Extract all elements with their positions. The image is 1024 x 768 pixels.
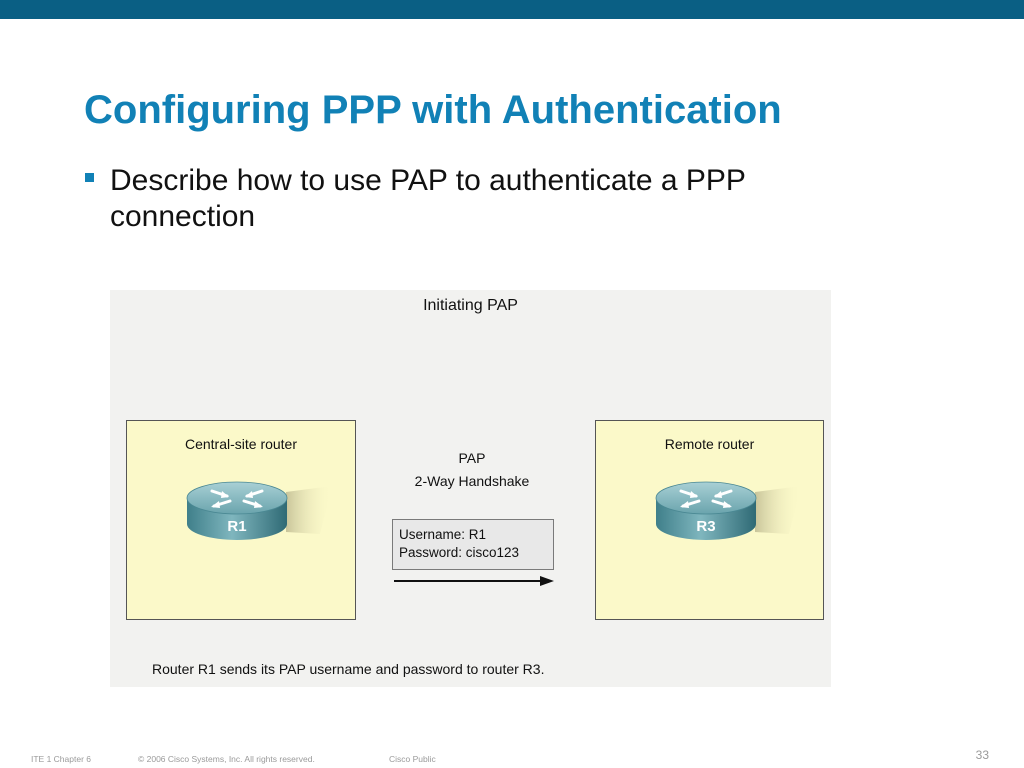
square-bullet-icon <box>85 173 94 182</box>
footer-classification: Cisco Public <box>389 754 436 764</box>
central-site-router-label: Central-site router <box>184 436 298 452</box>
password-text: Password: cisco123 <box>399 545 520 560</box>
central-site-router-box <box>126 420 356 620</box>
right-arrow-icon <box>392 574 556 588</box>
header-bar <box>0 0 1024 19</box>
router-icon <box>182 476 332 556</box>
router-r1-label: R1 <box>227 518 247 535</box>
diagram-title: Initiating PAP <box>423 297 518 314</box>
page-number: 33 <box>975 748 989 762</box>
remote-router-label: Remote router <box>664 436 755 452</box>
handshake-type-label: 2-Way Handshake <box>414 473 530 489</box>
handshake-protocol-label: PAP <box>458 450 486 466</box>
username-text: Username: R1 <box>399 527 487 542</box>
credentials-box <box>392 519 554 570</box>
footer-copyright: © 2006 Cisco Systems, Inc. All rights reserved. <box>138 754 315 764</box>
remote-router-box <box>595 420 824 620</box>
router-r3-label: R3 <box>696 518 716 535</box>
bullet-text: Describe how to use PAP to authenticate a PPP connection <box>110 164 746 233</box>
diagram-caption: Router R1 sends its PAP username and password to router R3. <box>152 661 545 677</box>
footer-chapter: ITE 1 Chapter 6 <box>31 754 92 764</box>
slide-title: Configuring PPP with Authentication <box>84 88 782 132</box>
pap-diagram <box>110 290 831 687</box>
router-icon <box>651 476 801 556</box>
